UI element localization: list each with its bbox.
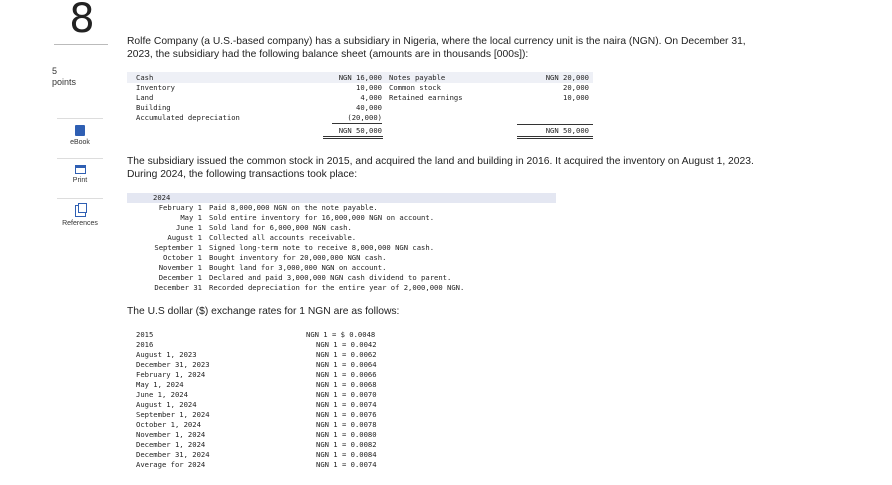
tx-text: Signed long-term note to receive 8,000,000 NGN cash. [209, 243, 435, 252]
tx-text: Declared and paid 3,000,000 NGN cash dividend to parent. [209, 273, 452, 282]
tx-text: Bought inventory for 20,000,000 NGN cash. [209, 253, 387, 262]
liab-label: Common stock [389, 83, 441, 92]
asset-value: 10,000 [356, 83, 382, 92]
asset-label: Accumulated depreciation [136, 113, 240, 122]
asset-total: NGN 50,000 [338, 126, 382, 135]
table-row [136, 370, 376, 380]
rate-date: September 1, 2024 [136, 410, 210, 419]
rate-value: NGN 1 = 0.0074 [316, 460, 377, 469]
rate-date: December 1, 2024 [136, 440, 206, 449]
row-band [127, 193, 556, 203]
points-indicator [52, 66, 76, 88]
tx-date: February 1 [158, 203, 202, 212]
liab-value: 20,000 [563, 83, 589, 92]
rate-date: October 1, 2024 [136, 420, 201, 429]
rate-value: NGN 1 = 0.0082 [316, 440, 377, 449]
tx-text: Recorded depreciation for the entire year of 2,000,000 NGN. [209, 283, 465, 292]
question-number: 8 [69, 0, 95, 42]
table-row [136, 330, 376, 340]
tx-text: Sold entire inventory for 16,000,000 NGN on account. [209, 213, 435, 222]
asset-label: Inventory [136, 83, 175, 92]
asset-value: 40,000 [356, 103, 382, 112]
rate-value: NGN 1 = 0.0062 [316, 350, 377, 359]
rate-date: June 1, 2024 [136, 390, 188, 399]
table-row [136, 390, 376, 400]
tx-text: Paid 8,000,000 NGN on the note payable. [209, 203, 378, 212]
table-row [136, 380, 376, 390]
tx-date: August 1 [167, 233, 202, 242]
asset-value: 4,000 [360, 93, 382, 102]
rate-date: February 1, 2024 [136, 370, 206, 379]
rate-value: NGN 1 = 0.0076 [316, 410, 377, 419]
tx-date: December 31 [154, 283, 202, 292]
rate-date: December 31, 2023 [136, 360, 210, 369]
rate-date: November 1, 2024 [136, 430, 206, 439]
table-row [136, 460, 376, 470]
rate-date: May 1, 2024 [136, 380, 184, 389]
tx-date: June 1 [176, 223, 202, 232]
ebook-label: eBook [70, 139, 90, 146]
rate-value: NGN 1 = 0.0078 [316, 420, 377, 429]
table-row [136, 430, 376, 440]
ebook-button[interactable] [57, 118, 103, 146]
tx-text: Sold land for 6,000,000 NGN cash. [209, 223, 352, 232]
asset-value: (20,000) [332, 113, 382, 124]
table-row [136, 340, 376, 350]
table-row [136, 360, 376, 370]
rate-value: NGN 1 = 0.0080 [316, 430, 377, 439]
print-icon [75, 165, 86, 174]
rate-date: Average for 2024 [136, 460, 206, 469]
rate-value: NGN 1 = 0.0074 [316, 400, 377, 409]
asset-label: Building [136, 103, 171, 112]
exchange-rates-table [127, 330, 377, 475]
year-label: 2024 [153, 193, 171, 202]
points-value: 5 [52, 66, 58, 76]
rate-value: NGN 1 = 0.0064 [316, 360, 377, 369]
double-underline [517, 136, 593, 139]
rate-date: December 31, 2024 [136, 450, 210, 459]
balance-sheet [127, 72, 593, 138]
table-row [136, 350, 376, 360]
references-button[interactable] [57, 198, 103, 227]
table-row [136, 450, 376, 460]
intro-text: Rolfe Company (a U.S.-based company) has a subsidiary in Nigeria, where the local currency unit is the naira (NGN). On December 31, 2023, the subsidiary had the following balance sheet (amounts are in thousands [000s]): [127, 36, 746, 60]
rate-date: August 1, 2024 [136, 400, 197, 409]
tx-text: Bought land for 3,000,000 NGN on account. [209, 263, 387, 272]
table-row [136, 410, 376, 420]
paragraph-rates-intro: The U.S dollar ($) exchange rates for 1 NGN are as follows: [127, 306, 400, 317]
paragraph-transactions-intro: The subsidiary issued the common stock in 2015, and acquired the land and building in 2016. It acquired the inventory on August 1, 2023. During 2024, the following transactions took place: [127, 156, 754, 180]
liab-value: 10,000 [563, 93, 589, 102]
tx-date: December 1 [158, 273, 202, 282]
table-row [136, 420, 376, 430]
references-icon [75, 205, 86, 217]
ebook-icon [75, 125, 85, 136]
tx-date: October 1 [163, 253, 202, 262]
references-label: References [62, 220, 98, 227]
asset-label: Land [136, 93, 154, 102]
print-button[interactable] [57, 158, 103, 184]
rate-date: 2015 [136, 330, 154, 339]
table-row [136, 400, 376, 410]
tx-date: May 1 [180, 213, 202, 222]
rate-value: NGN 1 = 0.0068 [316, 380, 377, 389]
asset-value: NGN 16,000 [338, 73, 382, 82]
rate-date: August 1, 2023 [136, 350, 197, 359]
table-row [136, 440, 376, 450]
rate-value: NGN 1 = $ 0.0048 [306, 330, 376, 339]
tx-date: November 1 [158, 263, 202, 272]
liab-label: Retained earnings [389, 93, 463, 102]
rate-value: NGN 1 = 0.0070 [316, 390, 377, 399]
double-underline [323, 136, 383, 139]
liab-total: NGN 50,000 [545, 126, 589, 135]
transactions-table [127, 193, 556, 291]
points-label: points [52, 77, 77, 87]
liab-label: Notes payable [389, 73, 446, 82]
asset-label: Cash [136, 73, 154, 82]
rate-value: NGN 1 = 0.0042 [316, 340, 377, 349]
total-rule [517, 124, 593, 125]
divider [54, 44, 108, 45]
print-label: Print [72, 177, 88, 184]
rate-value: NGN 1 = 0.0084 [316, 450, 377, 459]
rate-value: NGN 1 = 0.0066 [316, 370, 377, 379]
tx-text: Collected all accounts receivable. [209, 233, 357, 242]
rate-date: 2016 [136, 340, 154, 349]
tx-date: September 1 [154, 243, 202, 252]
liab-value: NGN 20,000 [545, 73, 589, 82]
